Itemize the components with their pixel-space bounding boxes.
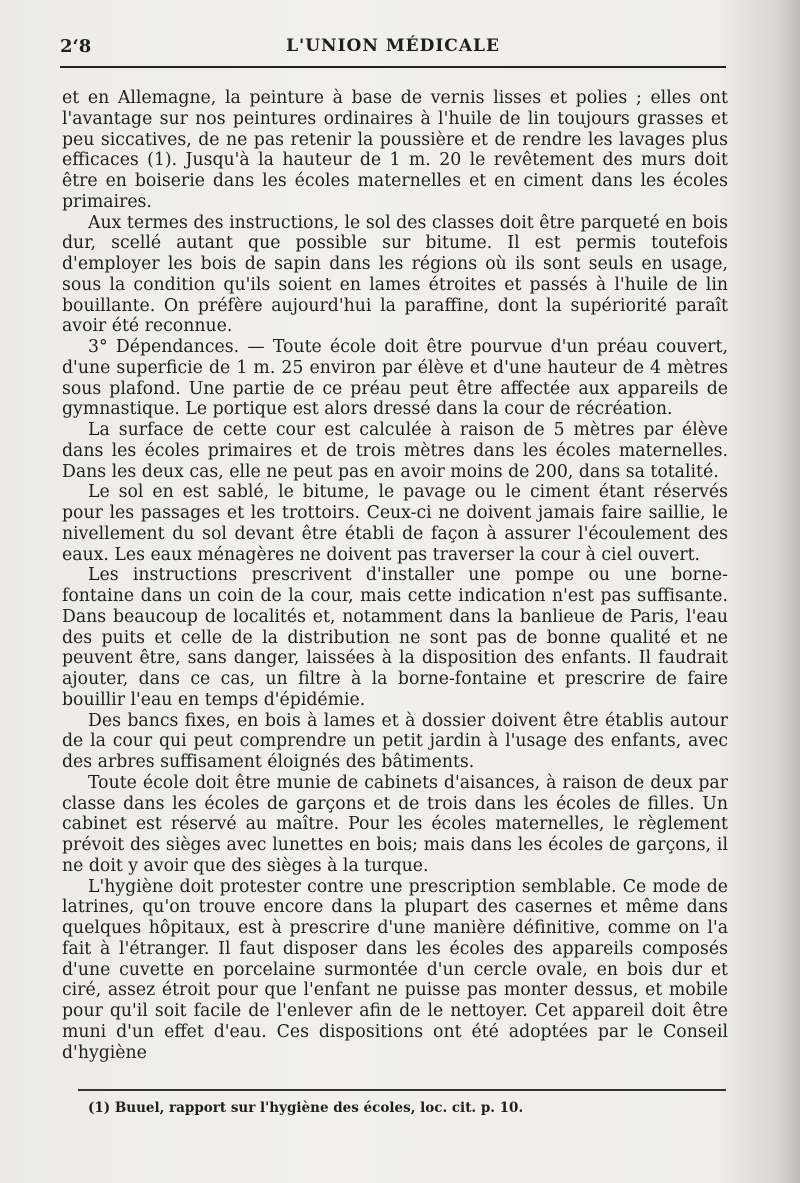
body-text — [62, 88, 728, 1063]
paragraph: 3° Dépendances. — Toute école doit être pourvue d'un préau couvert, d'une superficie de 1 m. 25 environ par élève et d'une hauteur de 4 mètres sous plafond. Une partie de ce préau peut être affectée aux appareils de gymnastique. Le portique est alors dressé dans la cour de récréation. — [62, 337, 728, 420]
footnote: (1) Buuel, rapport sur l'hygiène des écoles, loc. cit. p. 10. — [88, 1100, 524, 1116]
paragraph: L'hygiène doit protester contre une prescription semblable. Ce mode de latrines, qu'on trouve encore dans la plupart des casernes et même dans quelques hôpitaux, est à prescrire d'une manière définitive, comme on l'a fait à l'étranger. Il faut disposer dans les écoles des appareils composés d'une cuvette en porcelaine surmontée d'un cercle ovale, en bois dur et ciré, assez étroit pour que l'enfant ne puisse pas monter dessus, et mobile pour qu'il soit facile de l'enlever afin de le nettoyer. Cet appareil doit être muni d'un effet d'eau. Ces dispositions ont été adoptées par le Conseil d'hygiène — [62, 876, 728, 1063]
paragraph: Aux termes des instructions, le sol des classes doit être parqueté en bois dur, scellé autant que possible sur bitume. Il est permis toutefois d'employer les bois de sapin dans les régions où ils sont seuls en usage, sous la condition qu'ils soient en lames étroites et passés à l'huile de lin bouillante. On préfère aujourd'hui la paraffine, dont la supériorité paraît avoir été reconnue. — [62, 212, 728, 337]
paragraph: Le sol en est sablé, le bitume, le pavage ou le ciment étant réservés pour les passages et les trottoirs. Ceux-ci ne doivent jamais faire saillie, le nivellement du sol devant être établi de façon à assurer l'écoulement des eaux. Les eaux ménagères ne doivent pas traverser la cour à ciel ouvert. — [62, 482, 728, 565]
footnote-rule — [78, 1089, 726, 1091]
paragraph: La surface de cette cour est calculée à raison de 5 mètres par élève dans les écoles primaires et de trois mètres dans les écoles maternelles. Dans les deux cas, elle ne peut pas en avoir moins de 200, dans sa totalité. — [62, 420, 728, 482]
paragraph: et en Allemagne, la peinture à base de vernis lisses et polies ; elles ont l'avantage sur nos peintures ordinaires à l'huile de lin toujours grasses et peu siccatives, de ne pas retenir la poussière et de rendre les lavages plus efficaces (1). Jusqu'à la hauteur de 1 m. 20 le revêtement des murs doit être en boiserie dans les écoles maternelles et en ciment dans les écoles primaires. — [62, 88, 728, 212]
running-title: L'UNION MÉDICALE — [286, 36, 500, 56]
header-rule — [60, 66, 726, 68]
page-number: 2‘8 — [60, 36, 92, 57]
page-header — [60, 34, 726, 64]
paragraph: Toute école doit être munie de cabinets d'aisances, à raison de deux par classe dans les écoles de garçons et de trois dans les écoles de filles. Un cabinet est réservé au maître. Pour les écoles maternelles, le règlement prévoit des sièges avec lunettes en bois; mais dans les écoles de garçons, il ne doit y avoir que des sièges à la turque. — [62, 772, 728, 876]
paragraph: Des bancs fixes, en bois à lames et à dossier doivent être établis autour de la cour qui peut comprendre un petit jardin à l'usage des enfants, avec des arbres suffisament éloignés des bâtiments. — [62, 710, 728, 772]
paragraph: Les instructions prescrivent d'installer une pompe ou une borne-fontaine dans un coin de la cour, mais cette indication n'est pas suffisante. Dans beaucoup de localités et, notamment dans la banlieue de Paris, l'eau des puits et celle de la distribution ne sont pas de bonne qualité et ne peuvent être, sans danger, laissées à la disposition des enfants. Il faudrait ajouter, dans ce cas, un filtre à la borne-fontaine et prescrire de faire bouillir l'eau en temps d'épidémie. — [62, 565, 728, 710]
